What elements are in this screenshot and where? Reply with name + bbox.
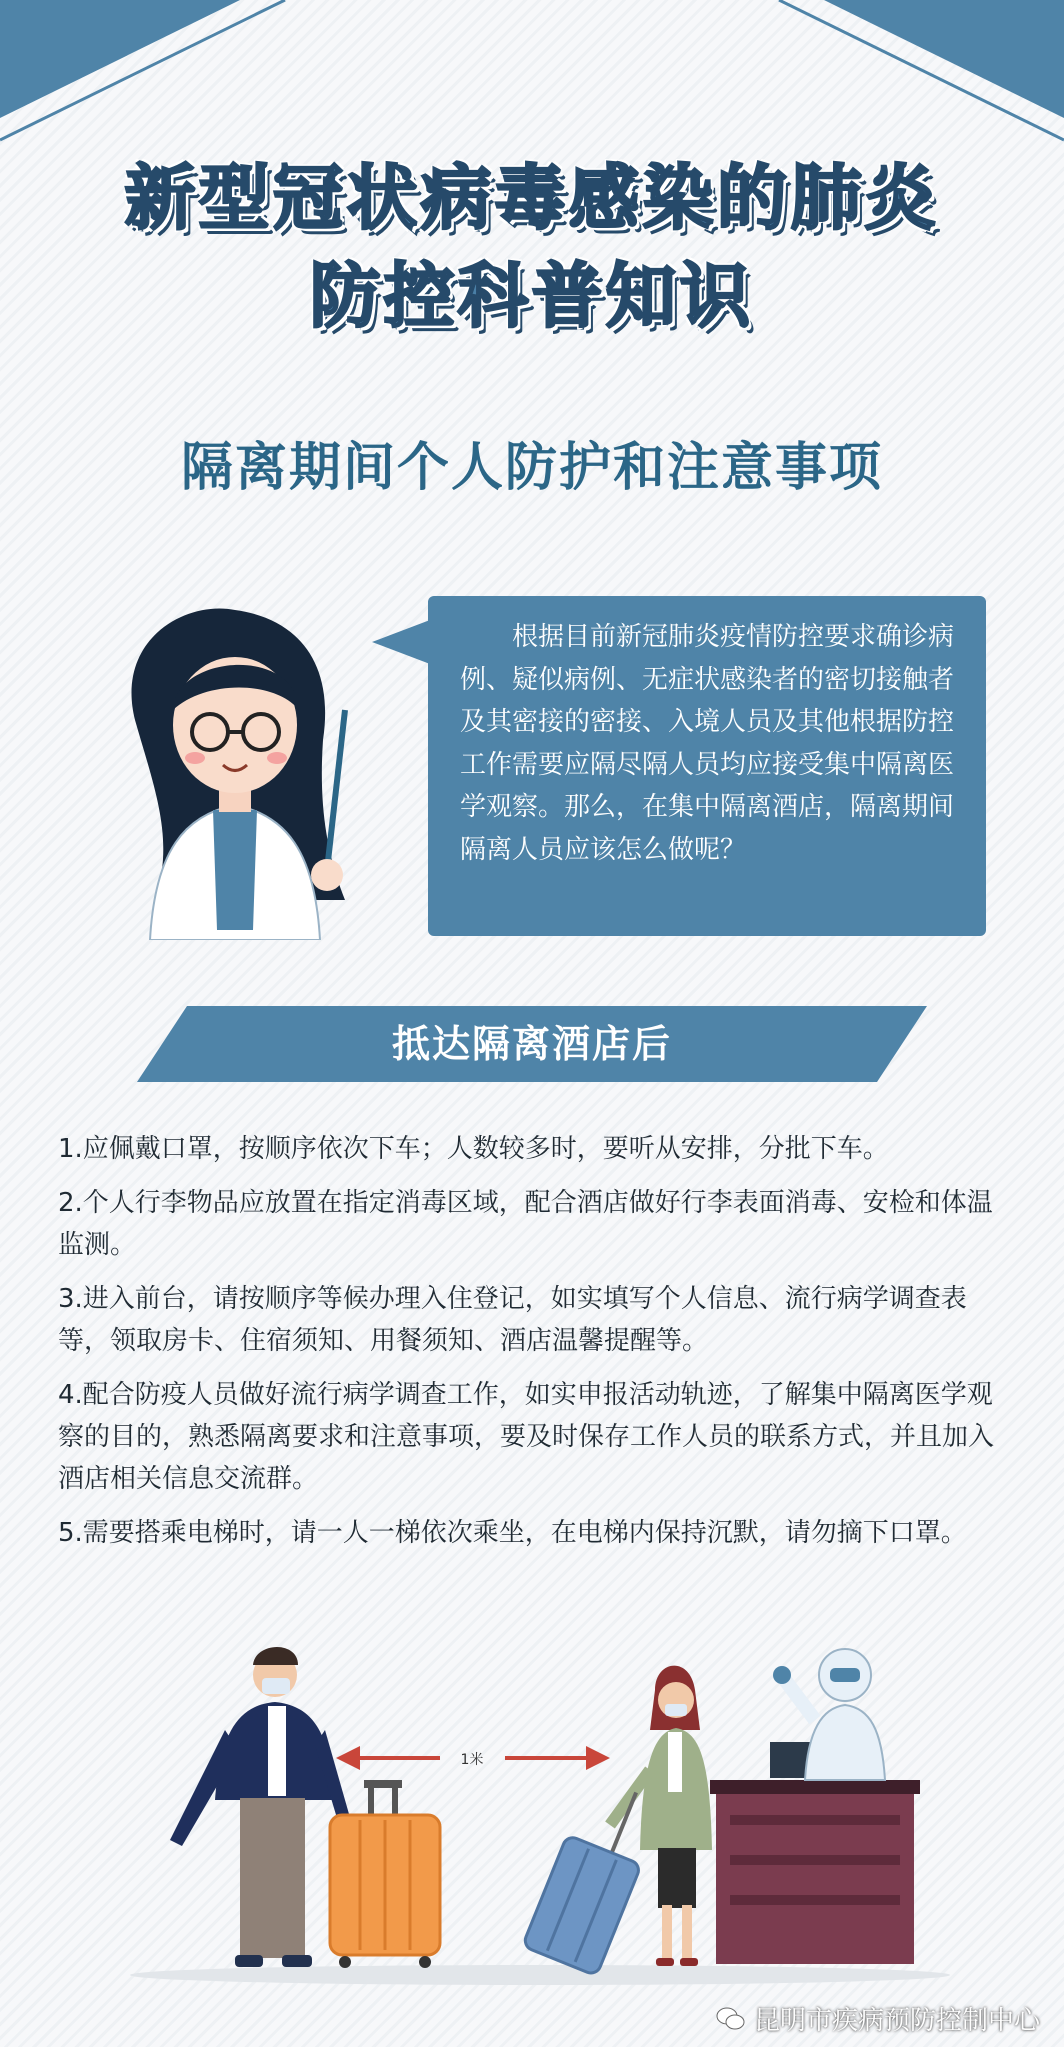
watermark-text: 昆明市疾病预防控制中心 — [754, 2006, 1041, 2036]
list-item: 3.进入前台，请按顺序等候办理入住登记，如实填写个人信息、流行病学调查表等，领取房卡、住宿须知、用餐须知、酒店温馨提醒等。 — [58, 1284, 967, 1356]
main-title-line2: 防控科普知识 — [310, 255, 754, 337]
doctor-illustration — [95, 600, 375, 940]
list-item: 5.需要搭乘电梯时，请一人一梯依次乘坐，在电梯内保持沉默，请勿摘下口罩。 — [58, 1518, 967, 1548]
main-title-line1: 新型冠状病毒感染的肺炎 — [125, 157, 939, 239]
page-subtitle: 隔离期间个人防护和注意事项 — [180, 438, 883, 498]
watermark — [716, 2000, 1040, 2037]
corner-decoration-left — [0, 0, 290, 150]
intro-text: 根据目前新冠肺炎疫情防控要求确诊病例、疑似病例、无症状感染者的密切接触者及其密接的密接、入境人员及其他根据防控工作需要应隔尽隔人员均应接受集中隔离医学观察。那么，在集中隔离酒店，隔离期间隔离人员应该怎么做呢？ — [460, 622, 955, 865]
list-item: 4.配合防疫人员做好流行病学调查工作，如实申报活动轨迹，了解集中隔离医学观察的目的，熟悉隔离要求和注意事项，要及时保存工作人员的联系方式，并且加入酒店相关信息交流群。 — [58, 1380, 995, 1494]
intro-speech-bubble — [428, 596, 986, 936]
traveler-man-figure — [170, 1647, 355, 1967]
hotel-checkin-illustration — [110, 1620, 960, 1990]
corner-decoration-right — [774, 0, 1064, 150]
instruction-list — [58, 1128, 1008, 1566]
wechat-icon — [716, 2006, 746, 2032]
distance-label: 1米 — [460, 1752, 484, 1768]
list-item: 2.个人行李物品应放置在指定消毒区域，配合酒店做好行李表面消毒、安检和体温监测。 — [58, 1188, 993, 1260]
section-title: 抵达隔离酒店后 — [391, 1022, 672, 1066]
list-item: 1.应佩戴口罩，按顺序依次下车；人数较多时，要听从安排，分批下车。 — [58, 1134, 889, 1164]
speech-bubble-tail — [372, 620, 430, 664]
